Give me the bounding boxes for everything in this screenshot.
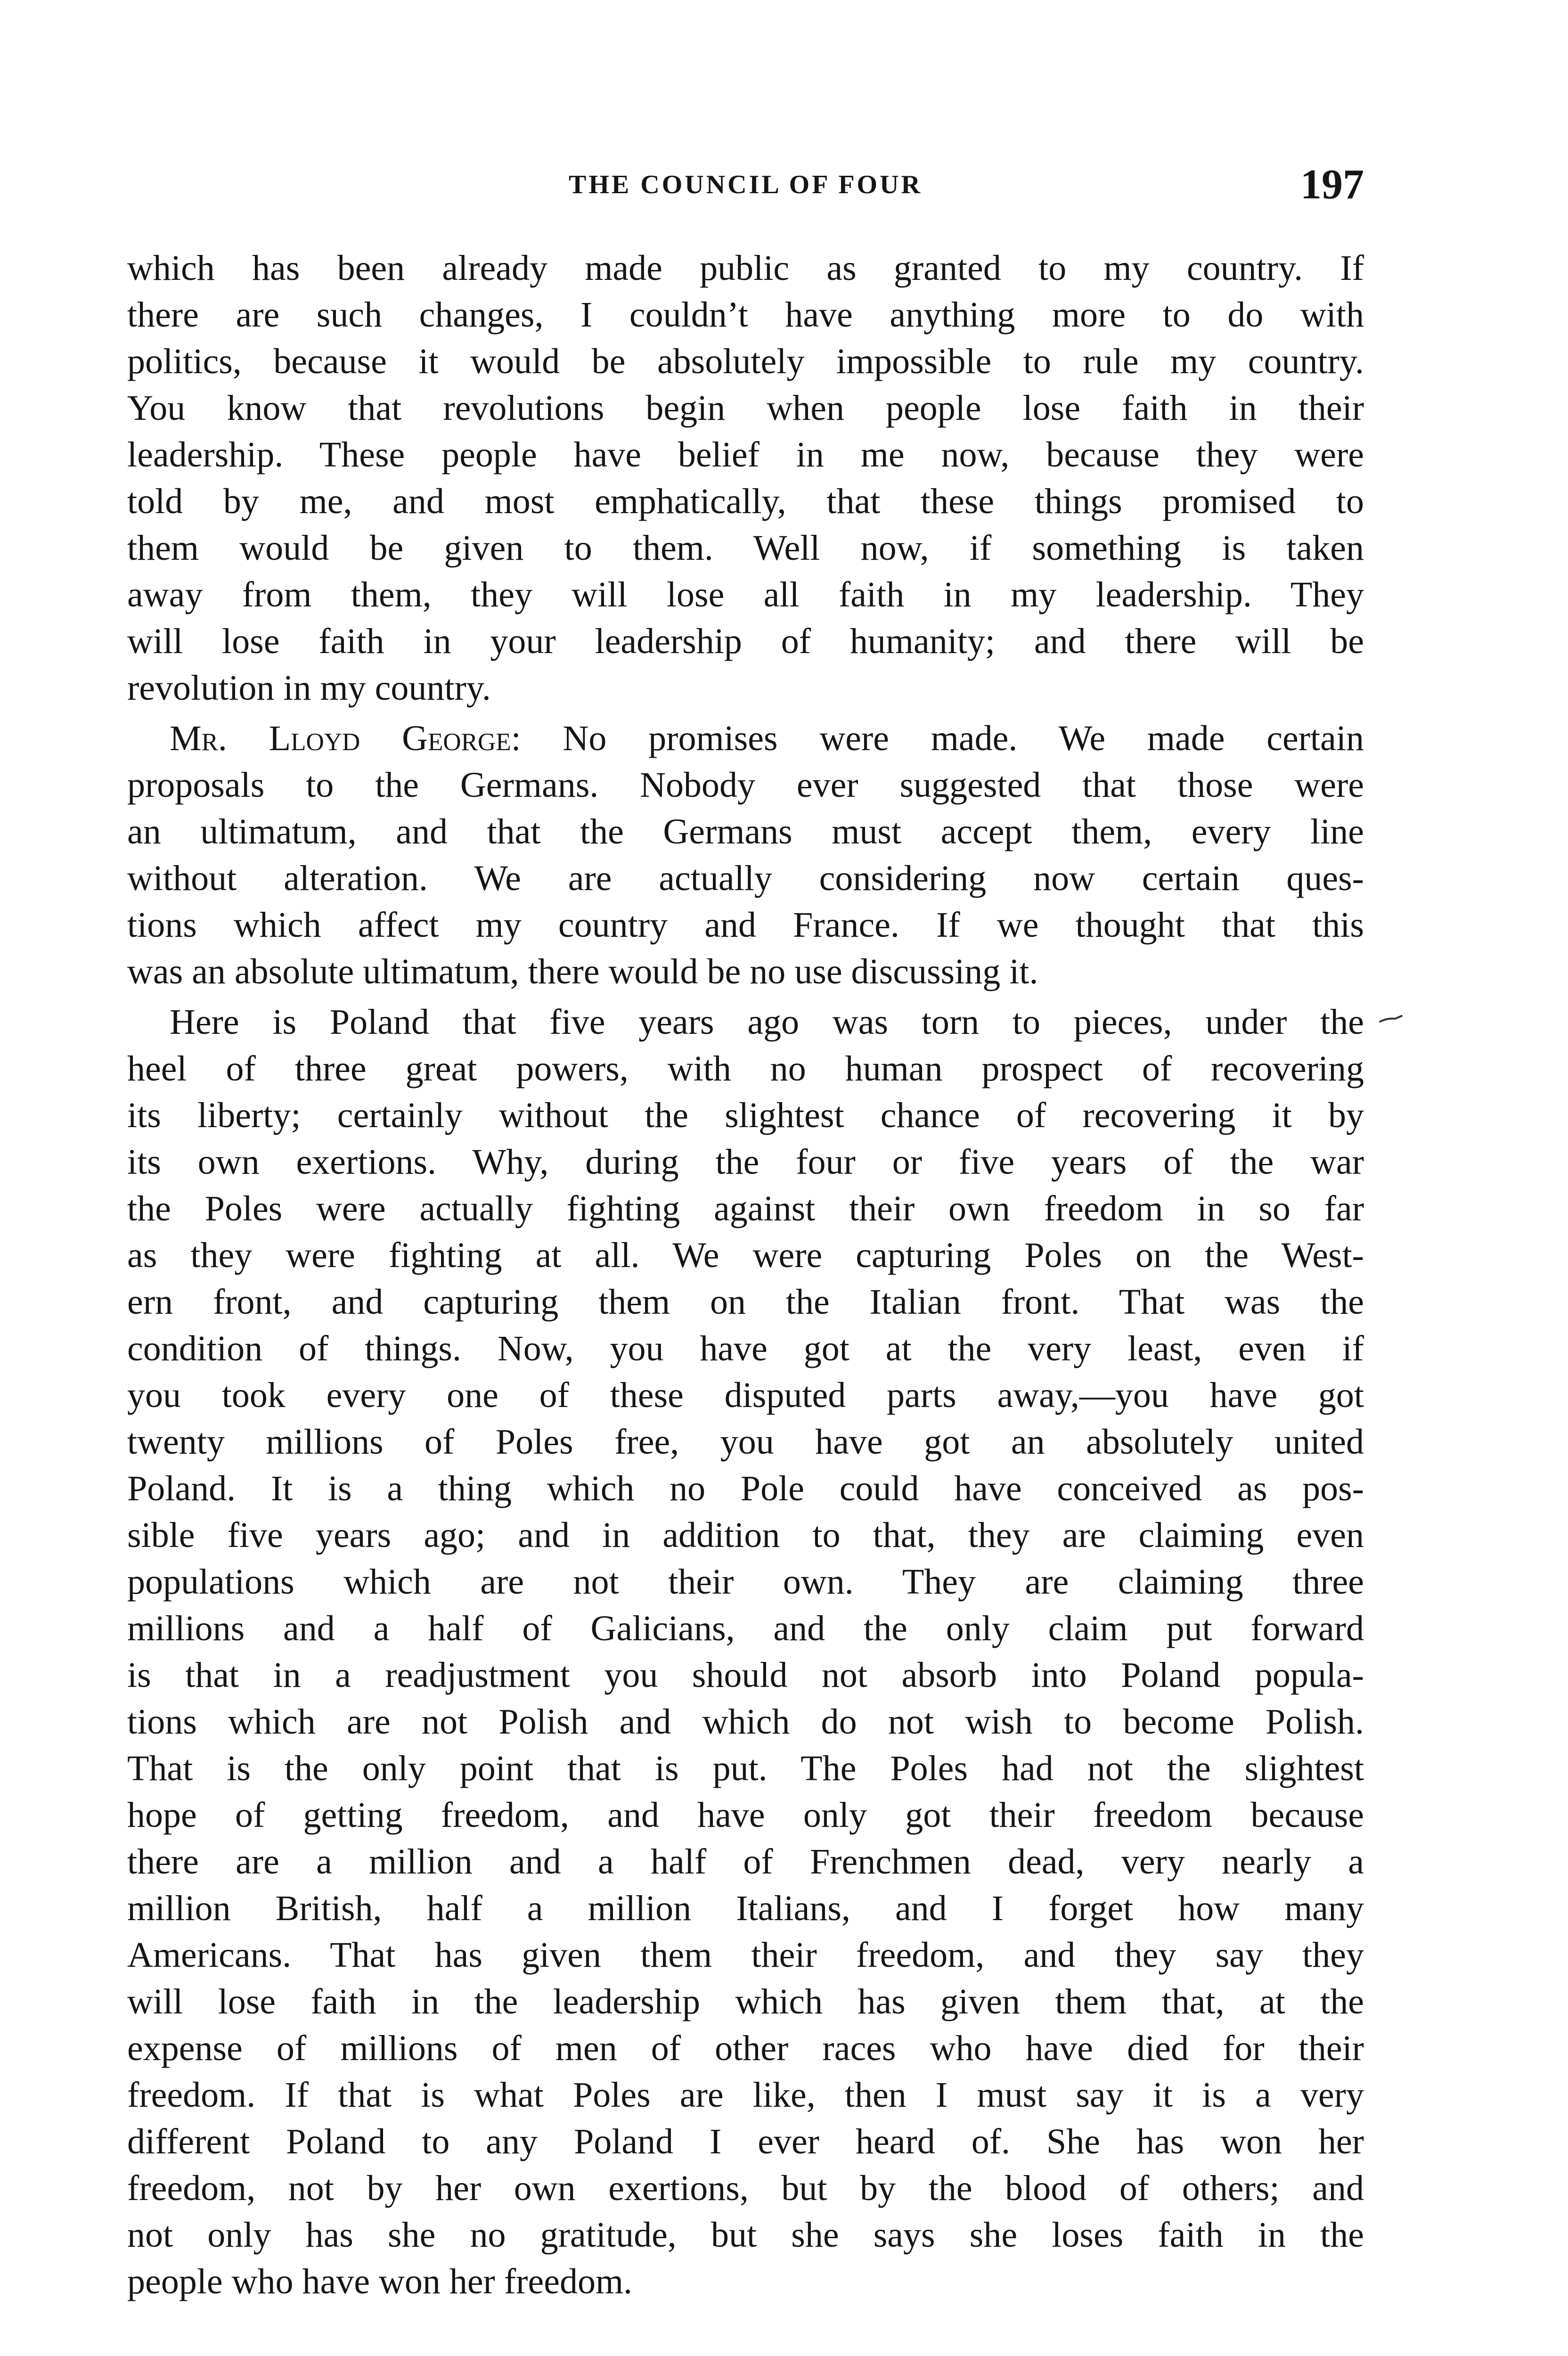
text-line bbox=[127, 715, 1364, 762]
text-line: its liberty; certainly without the slightest chance of recovering it by bbox=[127, 1096, 1364, 1135]
text-line: different Poland to any Poland I ever heard of. She has won her bbox=[127, 2122, 1364, 2161]
text-line: is that in a readjustment you should not absorb into Poland popula- bbox=[127, 1655, 1364, 1695]
text-line: its own exertions. Why, during the four or five years of the war bbox=[127, 1142, 1364, 1182]
text-line: an ultimatum, and that the Germans must accept them, every line bbox=[127, 812, 1364, 851]
text-line: without alteration. We are actually considering now certain ques- bbox=[127, 859, 1364, 898]
text-line: not only has she no gratitude, but she says she loses faith in the bbox=[127, 2215, 1364, 2255]
text-line: as they were fighting at all. We were capturing Poles on the West- bbox=[127, 1235, 1364, 1275]
text-line: You know that revolutions begin when people lose faith in their bbox=[127, 388, 1364, 428]
speaker-text: : No promises were made. We made certain bbox=[511, 719, 1364, 758]
margin-pencil-mark bbox=[1378, 1013, 1404, 1026]
text-line: leadership. These people have belief in me now, because they were bbox=[127, 435, 1364, 474]
text-line: freedom, not by her own exertions, but by the blood of others; and bbox=[127, 2168, 1364, 2208]
paragraph-speaker bbox=[127, 715, 1364, 995]
text-line: away from them, they will lose all faith in my leadership. They bbox=[127, 575, 1364, 614]
text-line: ern front, and capturing them on the Italian front. That was the bbox=[127, 1282, 1364, 1322]
text-line: you took every one of these disputed parts away,—you have got bbox=[127, 1375, 1364, 1415]
text-line: hope of getting freedom, and have only got their freedom because bbox=[127, 1795, 1364, 1835]
paragraph-poland bbox=[127, 999, 1364, 2305]
speaker-name: Mr. Lloyd George bbox=[170, 719, 511, 758]
text-line: was an absolute ultimatum, there would be no use discussing it. bbox=[127, 952, 1038, 991]
running-head-title: THE COUNCIL OF FOUR bbox=[569, 170, 923, 199]
body-text bbox=[127, 245, 1364, 2305]
running-head bbox=[127, 160, 1364, 217]
text-line: populations which are not their own. They are claiming three bbox=[127, 1562, 1364, 1602]
text-line: told by me, and most emphatically, that these things promised to bbox=[127, 482, 1364, 521]
text-line: there are such changes, I couldn’t have anything more to do with bbox=[127, 295, 1364, 335]
text-line: tions which are not Polish and which do not wish to become Polish. bbox=[127, 1702, 1364, 1742]
text-line: sible five years ago; and in addition to that, they are claiming even bbox=[127, 1515, 1364, 1555]
page-number: 197 bbox=[1300, 161, 1364, 208]
text-line: condition of things. Now, you have got at the very least, even if bbox=[127, 1329, 1364, 1368]
text-line: tions which affect my country and France. If we thought that this bbox=[127, 905, 1364, 945]
text-line: Here is Poland that five years ago was torn to pieces, under the bbox=[170, 1002, 1364, 1042]
text-line: expense of millions of men of other races who have died for their bbox=[127, 2029, 1364, 2068]
text-line: Americans. That has given them their freedom, and they say they bbox=[127, 1935, 1364, 1975]
text-line: millions and a half of Galicians, and the only claim put forward bbox=[127, 1609, 1364, 1648]
paragraph-continuation bbox=[127, 245, 1364, 712]
text-line: there are a million and a half of Frenchmen dead, very nearly a bbox=[127, 1842, 1364, 1882]
text-line: will lose faith in the leadership which has given them that, at the bbox=[127, 1982, 1364, 2021]
text-line: freedom. If that is what Poles are like, then I must say it is a very bbox=[127, 2075, 1364, 2115]
text-line: which has been already made public as granted to my country. If bbox=[127, 248, 1364, 288]
text-line: politics, because it would be absolutely impossible to rule my country. bbox=[127, 342, 1364, 381]
text-line: people who have won her freedom. bbox=[127, 2262, 633, 2301]
text-line: Poland. It is a thing which no Pole could have conceived as pos- bbox=[127, 1469, 1364, 1508]
text-line: the Poles were actually fighting against their own freedom in so far bbox=[127, 1189, 1364, 1228]
text-line: heel of three great powers, with no human prospect of recovering bbox=[127, 1049, 1364, 1088]
text-line: proposals to the Germans. Nobody ever suggested that those were bbox=[127, 765, 1364, 805]
text-line: will lose faith in your leadership of humanity; and there will be bbox=[127, 622, 1364, 661]
text-line: them would be given to them. Well now, if something is taken bbox=[127, 528, 1364, 568]
text-line: revolution in my country. bbox=[127, 668, 491, 708]
text-line: twenty millions of Poles free, you have got an absolutely united bbox=[127, 1422, 1364, 1462]
text-line: million British, half a million Italians, and I forget how many bbox=[127, 1889, 1364, 1928]
text-line: That is the only point that is put. The Poles had not the slightest bbox=[127, 1749, 1364, 1788]
